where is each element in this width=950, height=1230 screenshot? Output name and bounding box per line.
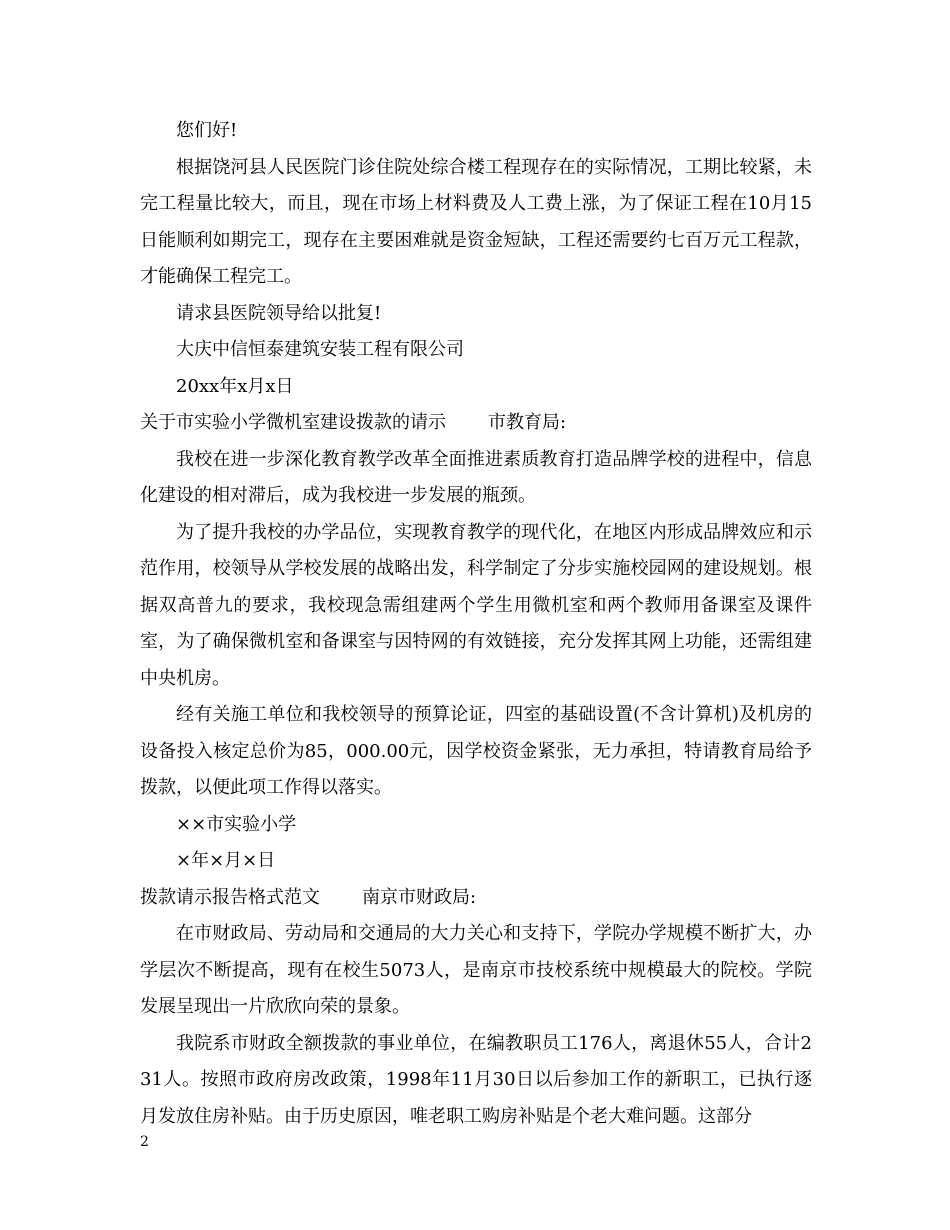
addressee: 市教育局: <box>488 412 567 433</box>
paragraph-text: 为了提升我校的办学品位，实现教育教学的现代化，在地区内形成品牌效应和示范作用，校领导从学校发展的战略出发，科学制定了分步实施校园网的建设规划。根据双高普九的要求，我校现急需组建两个学生用微机室和两个教师用备课室及课件室，为了确保微机室和备课室与因特网的有效链接，充分发挥其网上功能，还需组建中央机房。 <box>140 521 812 689</box>
paragraph-text: 拨款请示报告格式范文 <box>140 886 320 908</box>
paragraph <box>140 843 812 880</box>
page-number: 2 <box>140 1134 149 1150</box>
document-body <box>140 113 812 1135</box>
paragraph <box>140 369 812 406</box>
paragraph <box>140 442 812 515</box>
paragraph-text: 请求县医院领导给以批复! <box>176 302 382 324</box>
paragraph <box>140 807 812 844</box>
paragraph <box>140 880 812 917</box>
paragraph-text: 在市财政局、劳动局和交通局的大力关心和支持下，学院办学规模不断扩大，办学层次不断提高，现有在校生5073人，是南京市技校系统中规模最大的院校。学院发展呈现出一片欣欣向荣的景象。 <box>140 923 812 1017</box>
paragraph <box>140 150 812 296</box>
paragraph-text: ×年×月×日 <box>176 850 276 871</box>
paragraph-text: 您们好! <box>176 120 238 141</box>
paragraph <box>140 405 812 442</box>
paragraph <box>140 113 812 150</box>
paragraph <box>140 515 812 698</box>
paragraph-text: 我院系市财政全额拨款的事业单位，在编教职员工176人，离退休55人，合计231人。按照市政府房改政策，1998年11月30日以后参加工作的新职工，已执行逐月发放住房补贴。由于历史原因，唯老职工购房补贴是个老大难问题。这部分 <box>140 1032 812 1127</box>
paragraph-text: ××市实验小学 <box>176 813 297 835</box>
paragraph <box>140 1026 812 1136</box>
paragraph-text: 根据饶河县人民医院门诊住院处综合楼工程现存在的实际情况，工期比较紧，未完工程量比较大，而且，现在市场上材料费及人工费上涨，为了保证工程在10月15日能顺利如期完工，现存在主要困难就是资金短缺，工程还需要约七百万元工程款，才能确保工程完工。 <box>140 156 812 287</box>
paragraph-text: 20xx年x月x日 <box>176 375 294 397</box>
paragraph-text: 关于市实验小学微机室建设拨款的请示 <box>140 412 446 433</box>
addressee: 南京市财政局: <box>362 886 477 908</box>
paragraph <box>140 916 812 1026</box>
paragraph-text: 大庆中信恒泰建筑安装工程有限公司 <box>176 339 464 360</box>
paragraph <box>140 697 812 807</box>
paragraph-text: 我校在进一步深化教育教学改革全面推进素质教育打造品牌学校的进程中，信息化建设的相对滞后，成为我校进一步发展的瓶颈。 <box>140 448 812 506</box>
paragraph <box>140 332 812 369</box>
paragraph <box>140 296 812 333</box>
paragraph-text: 经有关施工单位和我校领导的预算论证，四室的基础设置(不含计算机)及机房的设备投入核定总价为85，000.00元，因学校资金紧张，无力承担，特请教育局给予拨款，以便此项工作得以落实。 <box>140 704 812 798</box>
